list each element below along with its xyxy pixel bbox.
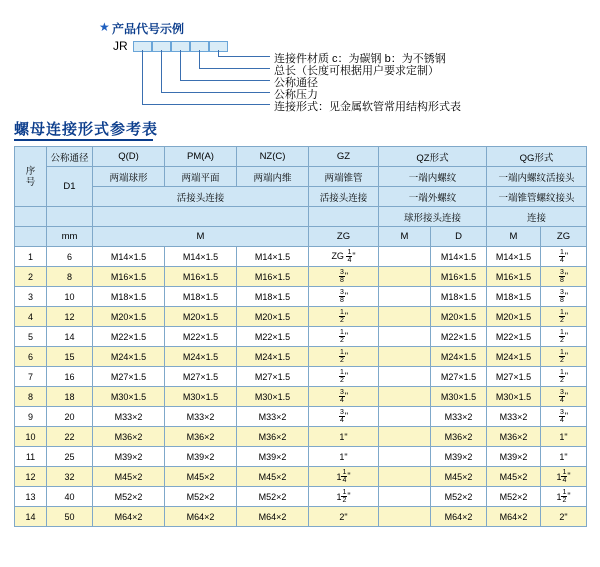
cell-qz-d: M52×2 xyxy=(431,487,487,507)
cell-nz-m: M27×1.5 xyxy=(237,367,309,387)
header-group-code-1: PM(A) xyxy=(165,147,237,167)
cell-qz-m xyxy=(379,487,431,507)
header-d1: D1 xyxy=(47,167,93,207)
cell-qg-m: M27×1.5 xyxy=(487,367,541,387)
cell-qg-m: M39×2 xyxy=(487,447,541,467)
table-row xyxy=(15,327,587,347)
cell-seq: 11 xyxy=(15,447,47,467)
cell-qz-m xyxy=(379,407,431,427)
cell-gz-zg: $\frac{1}{2}$ " xyxy=(309,347,379,367)
table-row xyxy=(15,427,587,447)
header-row5-qz-m: M xyxy=(379,227,431,247)
table-header-row-2 xyxy=(15,167,587,187)
cell-qg-zg: $\frac{1}{4}$ " xyxy=(541,247,587,267)
cell-qz-m xyxy=(379,387,431,407)
cell-dn: 12 xyxy=(47,307,93,327)
cell-qz-m xyxy=(379,347,431,367)
cell-qz-d: M33×2 xyxy=(431,407,487,427)
cell-q-m: M22×1.5 xyxy=(93,327,165,347)
cell-qz-d: M39×2 xyxy=(431,447,487,467)
table-header-row-4 xyxy=(15,207,587,227)
cell-q-m: M20×1.5 xyxy=(93,307,165,327)
cell-seq: 2 xyxy=(15,267,47,287)
cell-dn: 40 xyxy=(47,487,93,507)
cell-qg-zg: $\frac{3}{4}$ " xyxy=(541,407,587,427)
cell-q-m: M33×2 xyxy=(93,407,165,427)
cell-qg-m: M18×1.5 xyxy=(487,287,541,307)
header-row4-3: 连接 xyxy=(487,207,587,227)
cell-gz-zg: 1" xyxy=(309,427,379,447)
cell-gz-zg: $\frac{1}{2}$ " xyxy=(309,307,379,327)
cell-qz-d: M24×1.5 xyxy=(431,347,487,367)
cell-gz-zg: 1 $\frac{1}{4}$ " xyxy=(309,467,379,487)
legend-item-nominal-pressure: 公称压力 xyxy=(274,89,318,101)
cell-dn: 50 xyxy=(47,507,93,527)
table-row xyxy=(15,367,587,387)
cell-dn: 10 xyxy=(47,287,93,307)
cell-dn: 15 xyxy=(47,347,93,367)
cell-pm-m: M64×2 xyxy=(165,507,237,527)
cell-nz-m: M30×1.5 xyxy=(237,387,309,407)
cell-qg-m: M45×2 xyxy=(487,467,541,487)
cell-q-m: M39×2 xyxy=(93,447,165,467)
cell-qz-m xyxy=(379,467,431,487)
header-nominal-diameter: 公称通径 xyxy=(47,147,93,167)
cell-qz-m xyxy=(379,427,431,447)
cell-nz-m: M39×2 xyxy=(237,447,309,467)
header-group-form-1: 两端平面 xyxy=(165,167,237,187)
cell-qg-m: M22×1.5 xyxy=(487,327,541,347)
cell-dn: 18 xyxy=(47,387,93,407)
header-row3-3: 一端锥管螺纹接头 xyxy=(487,187,587,207)
cell-pm-m: M14×1.5 xyxy=(165,247,237,267)
legend-item-material: 连接件材质 c：为碳钢 b：为不锈钢 xyxy=(274,53,446,65)
cell-dn: 14 xyxy=(47,327,93,347)
cell-qg-m: M33×2 xyxy=(487,407,541,427)
header-group-form-5: 一端内螺纹活接头 xyxy=(487,167,587,187)
cell-pm-m: M18×1.5 xyxy=(165,287,237,307)
star-icon: ★ xyxy=(99,20,110,34)
legend-item-connection-form: 连接形式：见金属软管常用结构形式表 xyxy=(274,101,461,113)
cell-nz-m: M36×2 xyxy=(237,427,309,447)
cell-qz-d: M30×1.5 xyxy=(431,387,487,407)
cell-q-m: M64×2 xyxy=(93,507,165,527)
cell-pm-m: M27×1.5 xyxy=(165,367,237,387)
cell-seq: 5 xyxy=(15,327,47,347)
cell-qg-zg: 1" xyxy=(541,427,587,447)
cell-pm-m: M45×2 xyxy=(165,467,237,487)
table-row xyxy=(15,447,587,467)
cell-qz-d: M22×1.5 xyxy=(431,327,487,347)
cell-qg-zg: 2" xyxy=(541,507,587,527)
leader-line-2-v xyxy=(199,50,200,68)
header-row3-0: 活接头连接 xyxy=(93,187,309,207)
table-header-row-3 xyxy=(15,187,587,207)
cell-seq: 10 xyxy=(15,427,47,447)
cell-pm-m: M52×2 xyxy=(165,487,237,507)
header-row5-qg-m: M xyxy=(487,227,541,247)
cell-qg-m: M30×1.5 xyxy=(487,387,541,407)
leader-line-5-v xyxy=(142,50,143,104)
cell-qz-d: M18×1.5 xyxy=(431,287,487,307)
table-row xyxy=(15,267,587,287)
spec-table-wrapper xyxy=(14,146,586,527)
cell-qz-m xyxy=(379,247,431,267)
cell-gz-zg: 2" xyxy=(309,507,379,527)
header-seq: 序 号 xyxy=(15,147,47,207)
header-group-form-0: 两端球形 xyxy=(93,167,165,187)
cell-q-m: M16×1.5 xyxy=(93,267,165,287)
header-seq-blank xyxy=(15,207,47,227)
cell-q-m: M14×1.5 xyxy=(93,247,165,267)
cell-qg-zg: $\frac{3}{4}$ " xyxy=(541,387,587,407)
header-group-form-3: 两端锥管 xyxy=(309,167,379,187)
cell-gz-zg: $\frac{3}{4}$ " xyxy=(309,407,379,427)
header-row3-1: 活接头连接 xyxy=(309,187,379,207)
cell-pm-m: M24×1.5 xyxy=(165,347,237,367)
cell-qz-m xyxy=(379,287,431,307)
leader-line-1-h xyxy=(218,56,270,57)
cell-qz-m xyxy=(379,307,431,327)
cell-dn: 6 xyxy=(47,247,93,267)
cell-gz-zg: 1" xyxy=(309,447,379,467)
cell-qz-d: M16×1.5 xyxy=(431,267,487,287)
cell-qg-zg: 1 $\frac{1}{2}$ " xyxy=(541,487,587,507)
table-row xyxy=(15,467,587,487)
cell-gz-zg: 1 $\frac{1}{2}$ " xyxy=(309,487,379,507)
cell-qz-m xyxy=(379,367,431,387)
cell-nz-m: M20×1.5 xyxy=(237,307,309,327)
header-group-code-5: QG形式 xyxy=(487,147,587,167)
header-group-code-3: GZ xyxy=(309,147,379,167)
product-code-diagram xyxy=(0,0,600,112)
header-seq-blank-2 xyxy=(15,227,47,247)
header-d1-blank xyxy=(47,207,93,227)
cell-qz-m xyxy=(379,327,431,347)
cell-dn: 20 xyxy=(47,407,93,427)
cell-gz-zg: $\frac{3}{8}$ " xyxy=(309,287,379,307)
cell-q-m: M18×1.5 xyxy=(93,287,165,307)
spec-table xyxy=(14,146,587,527)
cell-gz-zg: $\frac{1}{2}$ " xyxy=(309,367,379,387)
cell-nz-m: M45×2 xyxy=(237,467,309,487)
cell-qg-m: M36×2 xyxy=(487,427,541,447)
cell-dn: 25 xyxy=(47,447,93,467)
cell-gz-zg: $\frac{1}{2}$ " xyxy=(309,327,379,347)
cell-pm-m: M39×2 xyxy=(165,447,237,467)
leader-line-5-h xyxy=(142,104,270,105)
table-row xyxy=(15,347,587,367)
header-group-code-2: NZ(C) xyxy=(237,147,309,167)
legend-item-total-length: 总长（长度可根据用户要求定制） xyxy=(274,65,439,77)
table-header-row-1 xyxy=(15,147,587,167)
header-group-code-0: Q(D) xyxy=(93,147,165,167)
cell-pm-m: M36×2 xyxy=(165,427,237,447)
table-header-row-5 xyxy=(15,227,587,247)
cell-seq: 8 xyxy=(15,387,47,407)
cell-q-m: M52×2 xyxy=(93,487,165,507)
cell-seq: 6 xyxy=(15,347,47,367)
header-row5-qg-zg: ZG xyxy=(541,227,587,247)
header-mm: mm xyxy=(47,227,93,247)
cell-nz-m: M64×2 xyxy=(237,507,309,527)
cell-seq: 7 xyxy=(15,367,47,387)
title-underline xyxy=(14,139,153,141)
cell-dn: 22 xyxy=(47,427,93,447)
cell-qg-zg: $\frac{3}{8}$ " xyxy=(541,287,587,307)
table-row xyxy=(15,247,587,267)
cell-q-m: M30×1.5 xyxy=(93,387,165,407)
cell-qg-m: M64×2 xyxy=(487,507,541,527)
cell-seq: 13 xyxy=(15,487,47,507)
cell-qz-m xyxy=(379,267,431,287)
leader-line-4-h xyxy=(161,92,270,93)
leader-line-2-h xyxy=(199,68,270,69)
cell-qg-zg: $\frac{1}{2}$ " xyxy=(541,367,587,387)
cell-dn: 16 xyxy=(47,367,93,387)
cell-nz-m: M18×1.5 xyxy=(237,287,309,307)
cell-q-m: M45×2 xyxy=(93,467,165,487)
cell-qz-m xyxy=(379,507,431,527)
cell-qg-zg: 1 $\frac{1}{4}$ " xyxy=(541,467,587,487)
cell-qg-zg: $\frac{1}{2}$ " xyxy=(541,307,587,327)
header-row4-1 xyxy=(309,207,379,227)
cell-seq: 4 xyxy=(15,307,47,327)
cell-nz-m: M22×1.5 xyxy=(237,327,309,347)
cell-qz-d: M64×2 xyxy=(431,507,487,527)
header-row5-m: M xyxy=(93,227,309,247)
cell-pm-m: M30×1.5 xyxy=(165,387,237,407)
legend-item-nominal-diameter: 公称通径 xyxy=(274,77,318,89)
cell-gz-zg: ZG $\frac{1}{4}$ " xyxy=(309,247,379,267)
table-row xyxy=(15,407,587,427)
cell-qg-zg: 1" xyxy=(541,447,587,467)
table-row xyxy=(15,507,587,527)
cell-qg-m: M24×1.5 xyxy=(487,347,541,367)
leader-line-3-v xyxy=(180,50,181,80)
cell-qg-m: M16×1.5 xyxy=(487,267,541,287)
cell-q-m: M36×2 xyxy=(93,427,165,447)
cell-nz-m: M16×1.5 xyxy=(237,267,309,287)
table-row xyxy=(15,387,587,407)
cell-qg-m: M14×1.5 xyxy=(487,247,541,267)
code-prefix: JR xyxy=(113,39,128,53)
cell-dn: 32 xyxy=(47,467,93,487)
cell-nz-m: M33×2 xyxy=(237,407,309,427)
cell-qz-d: M14×1.5 xyxy=(431,247,487,267)
cell-q-m: M27×1.5 xyxy=(93,367,165,387)
cell-seq: 9 xyxy=(15,407,47,427)
cell-seq: 14 xyxy=(15,507,47,527)
header-row5-zg: ZG xyxy=(309,227,379,247)
cell-qg-m: M20×1.5 xyxy=(487,307,541,327)
header-row4-2: 球形接头连接 xyxy=(379,207,487,227)
cell-qg-zg: $\frac{1}{2}$ " xyxy=(541,347,587,367)
table-body xyxy=(15,247,587,527)
cell-qg-zg: $\frac{1}{2}$ " xyxy=(541,327,587,347)
cell-nz-m: M52×2 xyxy=(237,487,309,507)
cell-nz-m: M24×1.5 xyxy=(237,347,309,367)
cell-seq: 3 xyxy=(15,287,47,307)
cell-gz-zg: $\frac{3}{4}$ " xyxy=(309,387,379,407)
header-row5-qz-d: D xyxy=(431,227,487,247)
cell-qz-d: M45×2 xyxy=(431,467,487,487)
header-row3-2: 一端外螺纹 xyxy=(379,187,487,207)
cell-qz-m xyxy=(379,447,431,467)
cell-nz-m: M14×1.5 xyxy=(237,247,309,267)
cell-dn: 8 xyxy=(47,267,93,287)
page-title: 螺母连接形式参考表 xyxy=(14,121,159,138)
header-row4-0 xyxy=(93,207,309,227)
diagram-title: 产品代号示例 xyxy=(112,22,185,36)
table-row xyxy=(15,307,587,327)
cell-pm-m: M22×1.5 xyxy=(165,327,237,347)
cell-pm-m: M16×1.5 xyxy=(165,267,237,287)
header-group-form-2: 两端内维 xyxy=(237,167,309,187)
cell-qz-d: M20×1.5 xyxy=(431,307,487,327)
cell-qz-d: M27×1.5 xyxy=(431,367,487,387)
cell-q-m: M24×1.5 xyxy=(93,347,165,367)
header-group-form-4: 一端内螺纹 xyxy=(379,167,487,187)
leader-line-4-v xyxy=(161,50,162,92)
cell-qg-m: M52×2 xyxy=(487,487,541,507)
cell-pm-m: M20×1.5 xyxy=(165,307,237,327)
table-row xyxy=(15,487,587,507)
cell-seq: 12 xyxy=(15,467,47,487)
cell-qz-d: M36×2 xyxy=(431,427,487,447)
header-group-code-4: QZ形式 xyxy=(379,147,487,167)
cell-gz-zg: $\frac{3}{8}$ " xyxy=(309,267,379,287)
table-row xyxy=(15,287,587,307)
cell-qg-zg: $\frac{3}{8}$ " xyxy=(541,267,587,287)
cell-seq: 1 xyxy=(15,247,47,267)
leader-line-3-h xyxy=(180,80,270,81)
cell-pm-m: M33×2 xyxy=(165,407,237,427)
